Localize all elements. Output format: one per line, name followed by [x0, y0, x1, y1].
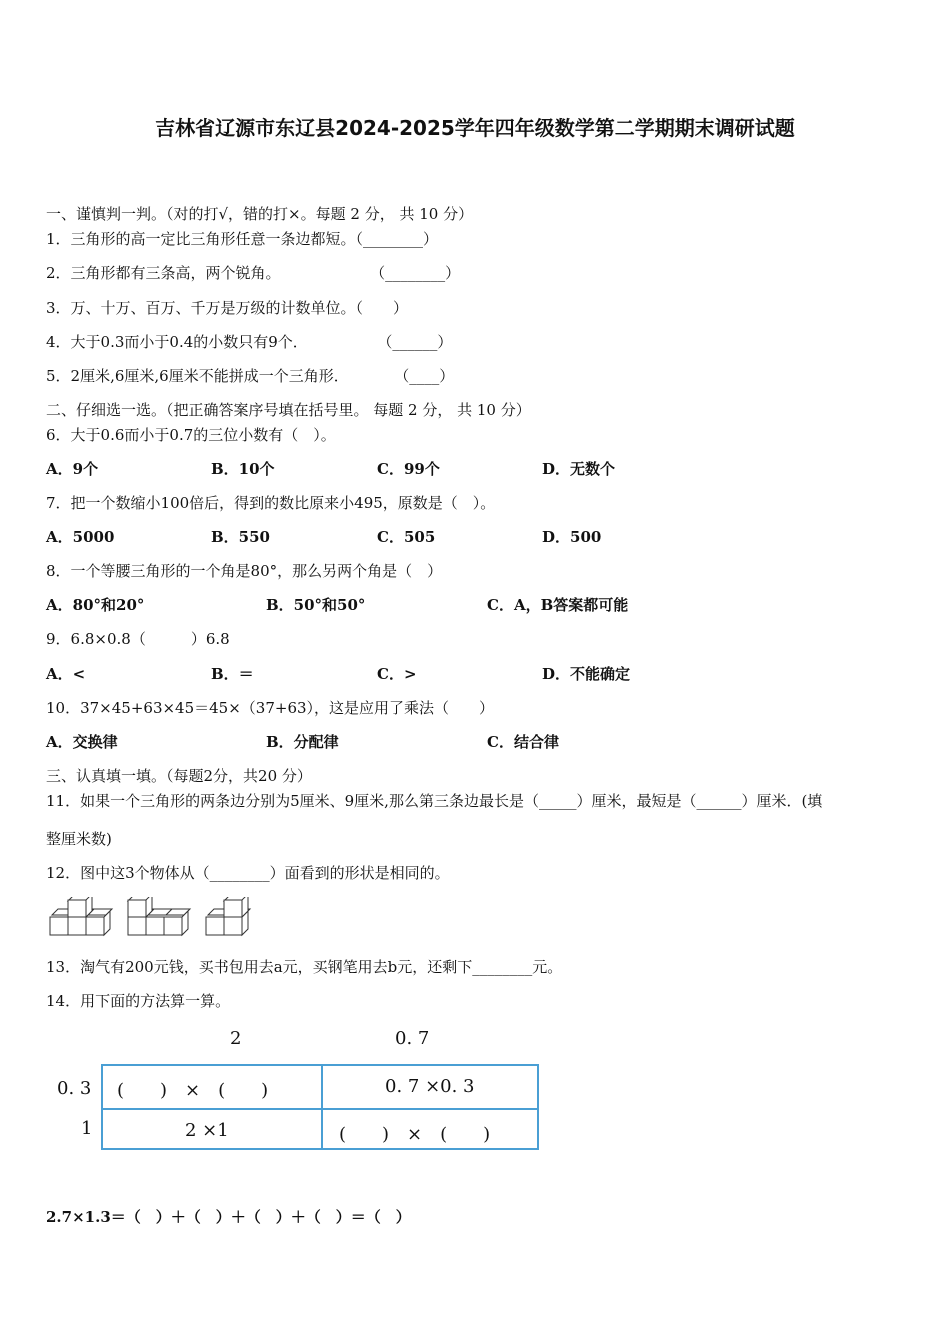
question-2-text: 2．三角形都有三条高，两个锐角。 — [46, 264, 281, 282]
question-9: 9．6.8×0.8（ ）6.8 — [46, 630, 230, 648]
question-4-text: 4．大于0.3而小于0.4的小数只有9个． — [46, 333, 308, 351]
question-12: 12．图中这3个物体从（________）面看到的形状是相同的。 — [46, 864, 450, 882]
question-7-option-c: C．505 — [377, 528, 436, 546]
cube-figure-2 — [128, 897, 190, 935]
cube-figure-1 — [50, 897, 112, 935]
question-6-option-b: B．10个 — [211, 460, 275, 478]
question-5 — [46, 365, 454, 386]
question-2-blank: （________） — [370, 264, 461, 282]
question-8: 8．一个等腰三角形的一个角是80°，那么另两个角是（ ） — [46, 562, 443, 580]
question-7-option-d: D．500 — [542, 528, 602, 546]
question-10: 10．37×45+63×45＝45×（37+63），这是应用了乘法（ ） — [46, 699, 495, 717]
page-title: 吉林省辽源市东辽县2024-2025学年四年级数学第二学期期末调研试题 — [155, 116, 795, 140]
column-header-2: 2 — [230, 1028, 242, 1049]
question-6-option-a: A．9个 — [46, 460, 99, 478]
question-9-option-c: C．> — [377, 665, 417, 683]
cell-top-right: 0. 7 ×0. 3 — [385, 1076, 475, 1097]
question-4 — [46, 331, 452, 352]
question-5-text: 5．2厘米,6厘米,6厘米不能拼成一个三角形． — [46, 367, 349, 385]
question-2 — [46, 262, 460, 283]
question-7: 7．把一个数缩小100倍后，得到的数比原来小495，原数是（ ）。 — [46, 494, 496, 512]
question-11-line-1: 11．如果一个三角形的两条边分别为5厘米、9厘米,那么第三条边最长是（_____）厘米，最短是（______）厘米．(填 — [46, 792, 823, 810]
question-11-line-2: 整厘米数) — [46, 830, 112, 848]
section-3-header: 三、认真填一填。（每题2分，共20 分） — [46, 767, 312, 785]
row-header-0-3: 0. 3 — [57, 1078, 92, 1099]
cell-top-left: ( ) × ( ) — [117, 1080, 269, 1101]
question-8-option-b: B．50°和50° — [266, 596, 366, 614]
question-9-option-b: B．＝ — [211, 665, 254, 683]
question-14-expression: 2.7×1.3＝（ ）＋（ ）＋（ ）＋（ ）＝（ ） — [46, 1208, 411, 1226]
question-5-blank: （____） — [394, 367, 455, 385]
question-10-option-b: B．分配律 — [266, 733, 339, 751]
question-9-option-a: A．< — [46, 665, 86, 683]
question-6-option-d: D．无数个 — [542, 460, 616, 478]
question-9-option-d: D．不能确定 — [542, 665, 631, 683]
multiplication-area-table — [55, 1024, 555, 1159]
question-7-option-b: B．550 — [211, 528, 270, 546]
question-14: 14．用下面的方法算一算。 — [46, 992, 231, 1010]
column-header-0-7: 0. 7 — [395, 1028, 430, 1049]
cube-figures — [46, 897, 256, 939]
cell-bottom-left: 2 ×1 — [185, 1120, 229, 1141]
question-10-option-c: C．结合律 — [487, 733, 559, 751]
question-7-option-a: A．5000 — [46, 528, 115, 546]
section-1-header: 一、谨慎判一判。（对的打√，错的打×。每题 2 分， 共 10 分） — [46, 205, 474, 223]
question-13: 13．淘气有200元钱，买书包用去a元，买钢笔用去b元，还剩下________元。 — [46, 958, 563, 976]
question-1: 1．三角形的高一定比三角形任意一条边都短。（________） — [46, 230, 439, 248]
cell-bottom-right: ( ) × ( ) — [339, 1124, 491, 1145]
question-8-option-a: A．80°和20° — [46, 596, 145, 614]
table-grid — [101, 1064, 539, 1150]
question-10-option-a: A．交换律 — [46, 733, 118, 751]
question-4-blank: （______） — [377, 333, 453, 351]
row-header-1: 1 — [81, 1118, 93, 1139]
section-2-header: 二、仔细选一选。（把正确答案序号填在括号里。 每题 2 分， 共 10 分） — [46, 401, 531, 419]
question-8-option-c: C．A，B答案都可能 — [487, 596, 629, 614]
cube-figure-3 — [206, 897, 250, 935]
question-6-option-c: C．99个 — [377, 460, 440, 478]
question-6: 6．大于0.6而小于0.7的三位小数有（ ）。 — [46, 426, 336, 444]
question-3: 3．万、十万、百万、千万是万级的计数单位。（ ） — [46, 299, 409, 317]
